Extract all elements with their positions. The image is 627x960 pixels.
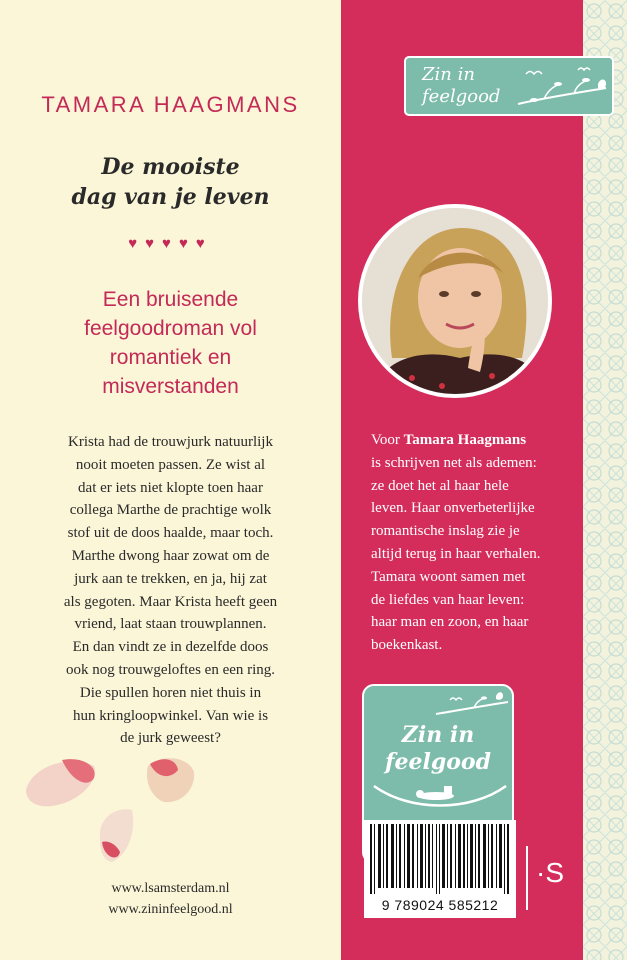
hearts-decoration: ♥♥♥♥♥ (128, 236, 213, 252)
publisher-divider (526, 846, 528, 910)
blurb-line: En dan vindt ze in dezelfde doos (72, 639, 269, 656)
blurb-line: Die spullen horen niet thuis in (79, 684, 262, 701)
birds-on-branch-icon (434, 690, 510, 720)
isbn-barcode (364, 820, 516, 918)
blurb-line: dat er iets niet klopte toen haar (78, 479, 263, 496)
author-portrait (362, 208, 548, 394)
badge-line: Zin in (401, 722, 475, 748)
blurb-line: jurk aan te trekken, en ja, hij zat (74, 570, 267, 587)
blurb-line: vriend, laat staan trouwplannen. (74, 616, 267, 633)
badge-line: feelgood (385, 749, 491, 775)
bio-line: altijd terug in haar verhalen. (371, 545, 541, 562)
bio-line: ze doet het al haar hele (371, 477, 509, 494)
book-title (0, 152, 341, 212)
tagline-line: misverstanden (102, 375, 239, 398)
badge-text (422, 64, 500, 108)
decorative-lace-strip (583, 0, 627, 960)
barcode-bars (368, 824, 512, 894)
branch-with-birds-icon (514, 64, 610, 110)
badge-line: Zin in (422, 64, 475, 85)
author-photo (358, 204, 552, 398)
blurb-line: hun kringloopwinkel. Van wie is (72, 707, 269, 724)
bio-line: boekenkast. (371, 637, 443, 654)
bio-line: leven. Haar onverbeterlijke (371, 500, 535, 517)
blurb-line: nooit moeten passen. Ze wist al (75, 456, 266, 473)
blurb-line: de jurk geweest? (120, 730, 221, 747)
tagline-line: Een bruisende (102, 288, 239, 311)
author-name: TAMARA HAAGMANS (41, 92, 300, 117)
tagline (0, 285, 341, 401)
blurb-line: als gegoten. Maar Krista heeft geen (63, 593, 278, 610)
bio-author-name: Tamara Haagmans (403, 432, 527, 448)
book-title-line-2: dag van je leven (71, 184, 270, 210)
rose-petal-illustration (22, 752, 102, 812)
bio-prefix: Voor (371, 432, 404, 448)
tagline-line: feelgoodroman vol (84, 317, 257, 340)
publisher-logo: ·S (536, 857, 564, 888)
hammock-reader-icon (370, 782, 510, 812)
book-title-line-1: De mooiste (101, 154, 240, 180)
author-bio (371, 429, 581, 657)
blurb-line: stof uit de doos haalde, maar toch. (67, 525, 274, 542)
websites (0, 878, 341, 920)
rose-petal-illustration (92, 802, 136, 866)
isbn-number: 9 789024 585212 (381, 897, 499, 913)
tagline-line: romantiek en (109, 346, 232, 369)
badge-line: feelgood (422, 86, 501, 107)
rose-petal-illustration (142, 752, 198, 808)
blurb-line: Krista had de trouwjurk natuurlijk (68, 434, 273, 450)
blurb-line: ook nog trouwgeloftes en een ring. (65, 661, 276, 678)
website-link[interactable]: www.lsamsterdam.nl (111, 881, 230, 896)
bio-line (371, 429, 581, 452)
bio-line: romantische inslag zie je (371, 523, 520, 540)
blurb-line: collega Marthe de prachtige wolk (69, 502, 272, 519)
blurb-line: Marthe dwong haar zowat om de (71, 547, 270, 564)
zin-in-feelgood-badge-small (404, 56, 614, 116)
badge-text (364, 722, 512, 776)
bio-line: de liefdes van haar leven: (371, 591, 525, 608)
bio-line: Tamara woont samen met (371, 568, 526, 585)
bio-line: haar man en zoon, en haar (371, 614, 529, 631)
website-link[interactable]: www.zininfeelgood.nl (108, 902, 233, 917)
blurb (0, 431, 341, 750)
bio-line: is schrijven net als ademen: (371, 454, 537, 471)
